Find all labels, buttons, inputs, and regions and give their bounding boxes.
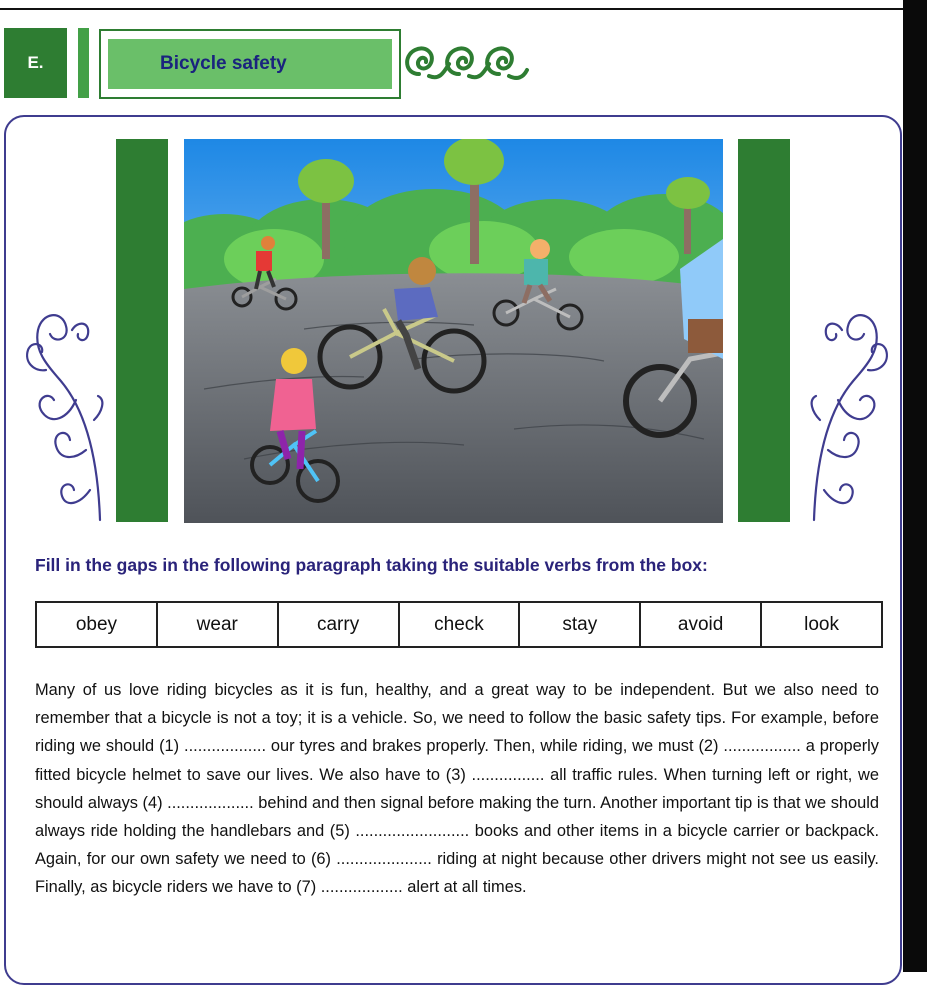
gap-fill-paragraph: Many of us love riding bicycles as it is fun, healthy, and a great way to be independent. But we also need to remember that a bicycle is not a toy; it is a vehicle. So, we need to follow the basic safety tips. For example, before riding we should (1) .................. our tyres and brakes properly. Then, while riding, we must (2) ................. a properly fitted bicycle helmet to save our lives. We also have to (3) ................ all traffic rules. When turning left or right, we should always (4) ................... behind and then signal before making the turn. Another important tip is that we should always ride holding the handlebars and (5) ......................... books and other items in a bicycle carrier or backpack. Again, for our own safety we need to (6) ..................... riding at night because other drivers might not see us easily. Finally, as bicycle riders we have to (7) .................. alert at all times. [35, 681, 879, 897]
verb-cell: carry [278, 602, 399, 647]
right-floral-ornament-icon [806, 300, 898, 522]
verb-cell: avoid [640, 602, 761, 647]
verb-cell: check [399, 602, 520, 647]
verb-cell: obey [36, 602, 157, 647]
swirl-ornament-icon [401, 34, 531, 88]
section-stripe [78, 28, 89, 98]
exercise-instruction: Fill in the gaps in the following paragraph taking the suitable verbs from the box: [35, 555, 708, 575]
section-label: E. [4, 28, 67, 98]
verb-box [35, 601, 883, 648]
left-floral-ornament-icon [16, 300, 108, 522]
section-title-frame [99, 29, 401, 99]
verb-cell: look [761, 602, 882, 647]
page-edge-bar [903, 0, 927, 972]
left-green-bar [116, 139, 168, 522]
right-green-bar [738, 139, 790, 522]
verb-cell: wear [157, 602, 278, 647]
section-title: Bicycle safety [108, 39, 392, 89]
bicycle-riding-illustration [184, 139, 723, 523]
verb-cell: stay [519, 602, 640, 647]
top-rule [0, 8, 903, 10]
